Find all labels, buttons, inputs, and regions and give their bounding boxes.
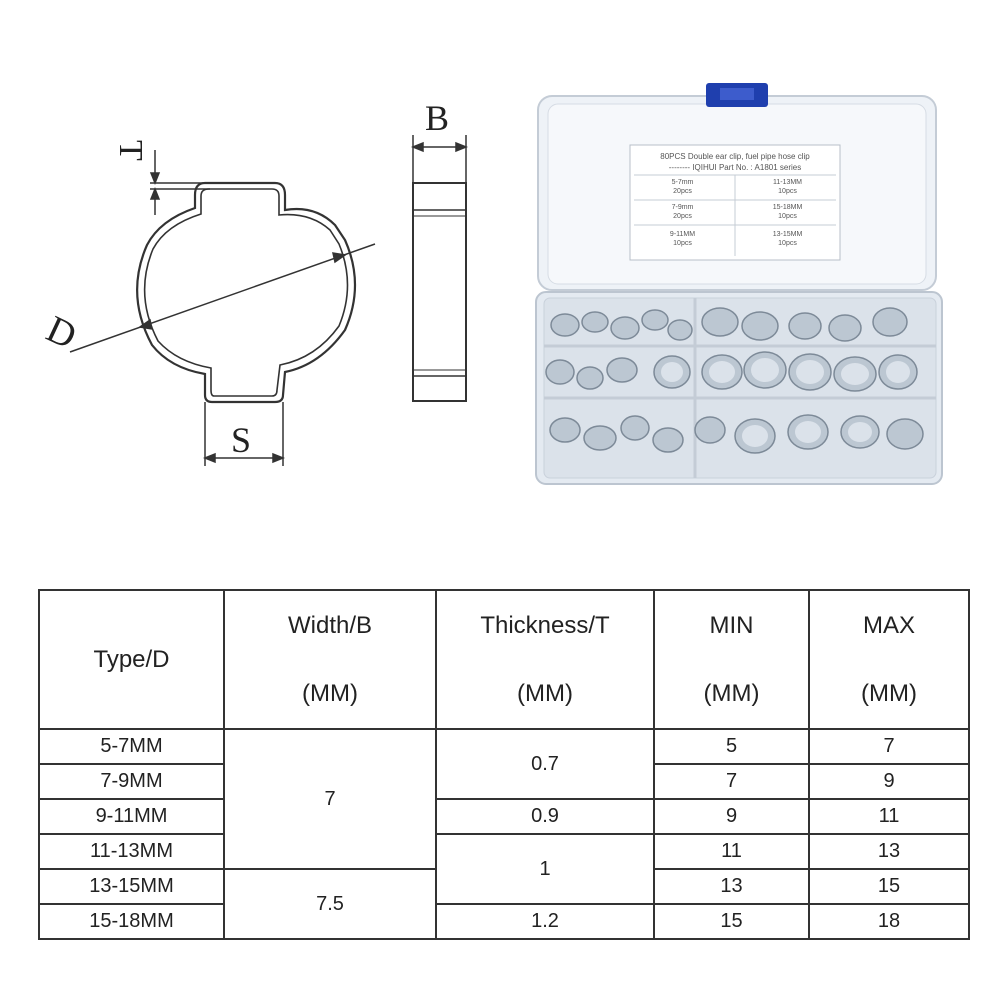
ear-clip-outline <box>137 183 355 402</box>
compartment-qty: 20pcs <box>673 213 692 220</box>
cell-thickness: 1 <box>436 834 654 904</box>
compartment-size: 13-15MM <box>772 231 803 238</box>
cell-type: 9-11MM <box>39 799 224 834</box>
table-header-row <box>39 590 969 729</box>
cell-max: 7 <box>809 729 969 764</box>
cell-max: 15 <box>809 869 969 904</box>
compartment-qty: 10pcs <box>778 188 797 195</box>
compartment-size: 5-7mm <box>671 179 694 186</box>
cell-min: 5 <box>654 729 809 764</box>
table-row <box>39 729 969 764</box>
header-max-unit: (MM) <box>861 679 917 707</box>
diameter-dimension <box>70 244 375 352</box>
cell-type: 11-13MM <box>39 834 224 869</box>
table-row <box>39 799 969 834</box>
compartment-qty: 10pcs <box>778 213 797 220</box>
cell-type: 7-9MM <box>39 764 224 799</box>
width-dimension <box>413 135 466 183</box>
header-thickness <box>436 590 654 729</box>
product-photo-box <box>536 83 942 484</box>
thickness-label: T <box>112 140 149 161</box>
table-row <box>39 834 969 869</box>
band-side-view <box>413 183 466 401</box>
span-label: S <box>231 420 252 460</box>
header-width-label: Width/B <box>287 611 373 639</box>
cell-thickness: 0.7 <box>436 729 654 799</box>
cell-min: 9 <box>654 799 809 834</box>
header-thickness-unit: (MM) <box>517 679 573 707</box>
header-width-unit: (MM) <box>302 679 358 707</box>
compartment-size: 9-11MM <box>669 231 696 238</box>
cell-max: 13 <box>809 834 969 869</box>
compartment-qty: 20pcs <box>673 188 692 195</box>
cell-min: 7 <box>654 764 809 799</box>
cell-thickness: 1.2 <box>436 904 654 939</box>
header-min <box>654 590 809 729</box>
spec-table <box>38 589 970 940</box>
cell-min: 11 <box>654 834 809 869</box>
product-label-text <box>630 146 840 260</box>
cell-max: 11 <box>809 799 969 834</box>
product-label-part: -------- IQIHUI Part No. : A1801 series <box>668 163 802 172</box>
header-min-label: MIN <box>709 611 754 639</box>
cell-width: 7 <box>224 729 436 869</box>
header-type-label: Type/D <box>93 645 170 673</box>
width-label: B <box>425 98 450 138</box>
cell-min: 13 <box>654 869 809 904</box>
cell-width: 7.5 <box>224 869 436 939</box>
header-type <box>39 590 224 729</box>
compartment-size: 15-18MM <box>772 204 803 211</box>
cell-type: 15-18MM <box>39 904 224 939</box>
cell-type: 5-7MM <box>39 729 224 764</box>
header-width <box>224 590 436 729</box>
compartment-size: 7-9mm <box>671 204 694 211</box>
cell-type: 13-15MM <box>39 869 224 904</box>
cell-max: 9 <box>809 764 969 799</box>
cell-min: 15 <box>654 904 809 939</box>
cell-thickness: 0.9 <box>436 799 654 834</box>
compartment-qty: 10pcs <box>778 240 797 247</box>
compartment-qty: 10pcs <box>673 240 692 247</box>
cell-max: 18 <box>809 904 969 939</box>
compartment-size: 11-13MM <box>772 179 803 186</box>
header-thickness-label: Thickness/T <box>480 611 610 639</box>
header-max-label: MAX <box>862 611 915 639</box>
diameter-label: D <box>40 307 83 358</box>
header-min-unit: (MM) <box>703 679 760 707</box>
header-max <box>809 590 969 729</box>
product-label-title: 80PCS Double ear clip, fuel pipe hose clip <box>660 152 810 161</box>
table-row <box>39 904 969 939</box>
